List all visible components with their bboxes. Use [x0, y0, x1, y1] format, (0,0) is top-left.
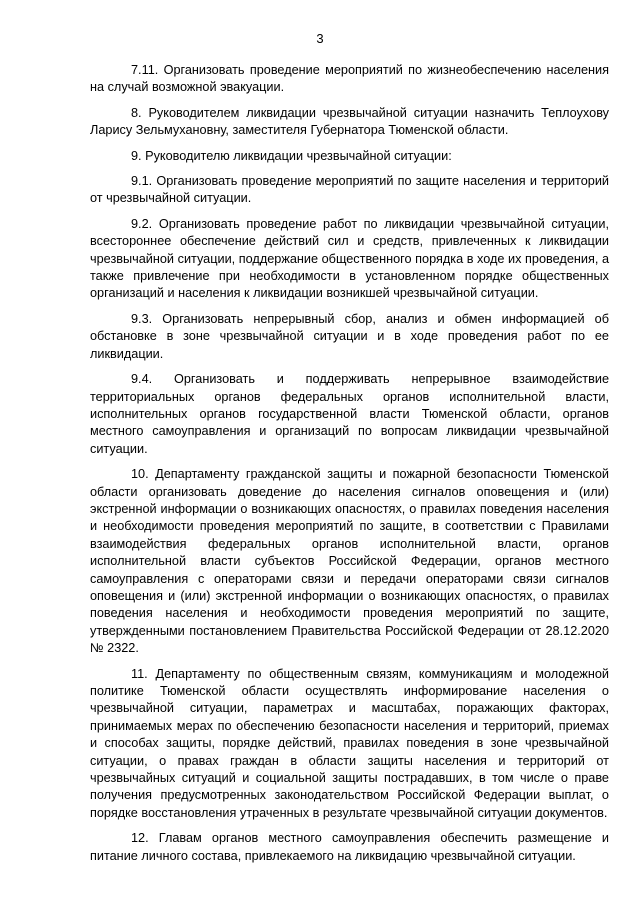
paragraph-9-4: 9.4. Организовать и поддерживать непрерывное взаимодействие территориальных органов федеральных органов исполнительной власти, исполнительных органов государственной власти Тюменской области, органов местного самоуправления и организаций по вопросам ликвидации чрезвычайной ситуации. — [90, 372, 609, 456]
page-number: 3 — [316, 31, 324, 46]
paragraph-9-1: 9.1. Организовать проведение мероприятий по защите населения и территорий от чрезвычайной ситуации. — [90, 174, 609, 206]
paragraph-9: 9. Руководителю ликвидации чрезвычайной ситуации: — [131, 148, 452, 163]
paragraph-11: 11. Департаменту по общественным связям, коммуникациям и молодежной политике Тюменской области осуществлять информирование населения о чрезвычайной ситуации, параметрах и масштабах, поражающих факторах, принимаемых мерах по обеспечению безопасности населения и территорий, приемах и способах защиты, порядке действий, правилах поведения в зоне чрезвычайной ситуации, о правах граждан в области защиты населения и территорий от чрезвычайных ситуаций и социальной защиты пострадавших, в том числе о праве получения предусмотренных законодательством Российской Федерации выплат, о порядке восстановления утраченных в результате чрезвычайной ситуации документов. — [90, 666, 609, 820]
document-body — [90, 62, 609, 873]
paragraph-8: 8. Руководителем ликвидации чрезвычайной ситуации назначить Теплоухову Ларису Зельмухановну, заместителя Губернатора Тюменской области. — [90, 105, 609, 138]
paragraph-12: 12. Главам органов местного самоуправления обеспечить размещение и питание личного состава, привлекаемого на ликвидацию чрезвычайной ситуации. — [90, 831, 609, 863]
paragraph-9-3: 9.3. Организовать непрерывный сбор, анализ и обмен информацией об обстановке в зоне чрезвычайной ситуации и в ходе проведения работ по ее ликвидации. — [90, 311, 609, 361]
paragraph-7-11: 7.11. Организовать проведение мероприятий по жизнеобеспечению населения на случай возможной эвакуации. — [90, 63, 609, 95]
paragraph-10: 10. Департаменту гражданской защиты и пожарной безопасности Тюменской области организовать доведение до населения сигналов оповещения и (или) экстренной информации о возникающих опасностях, о правилах поведения населения и необходимости проведения мероприятий по защите, в соответствии с Правилами взаимодействия федеральных органов исполнительной власти, органов исполнительной власти субъектов Российской Федерации, органов местного самоуправления с операторами связи и передачи операторами связи сигналов оповещения и (или) экстренной информации о возникающих опасностях, о правилах поведения населения и необходимости проведения мероприятий по защите, утвержденными постановлением Правительства Российской Федерации от 28.12.2020 № 2322. — [90, 467, 609, 656]
paragraph-9-2: 9.2. Организовать проведение работ по ликвидации чрезвычайной ситуации, всестороннее обеспечение действий сил и средств, привлеченных к ликвидации чрезвычайной ситуации, поддержание общественного порядка в ходе их проведения, а также привлечение при необходимости в установленном порядке общественных организаций и населения к ликвидации возникшей чрезвычайной ситуации. — [90, 216, 609, 301]
